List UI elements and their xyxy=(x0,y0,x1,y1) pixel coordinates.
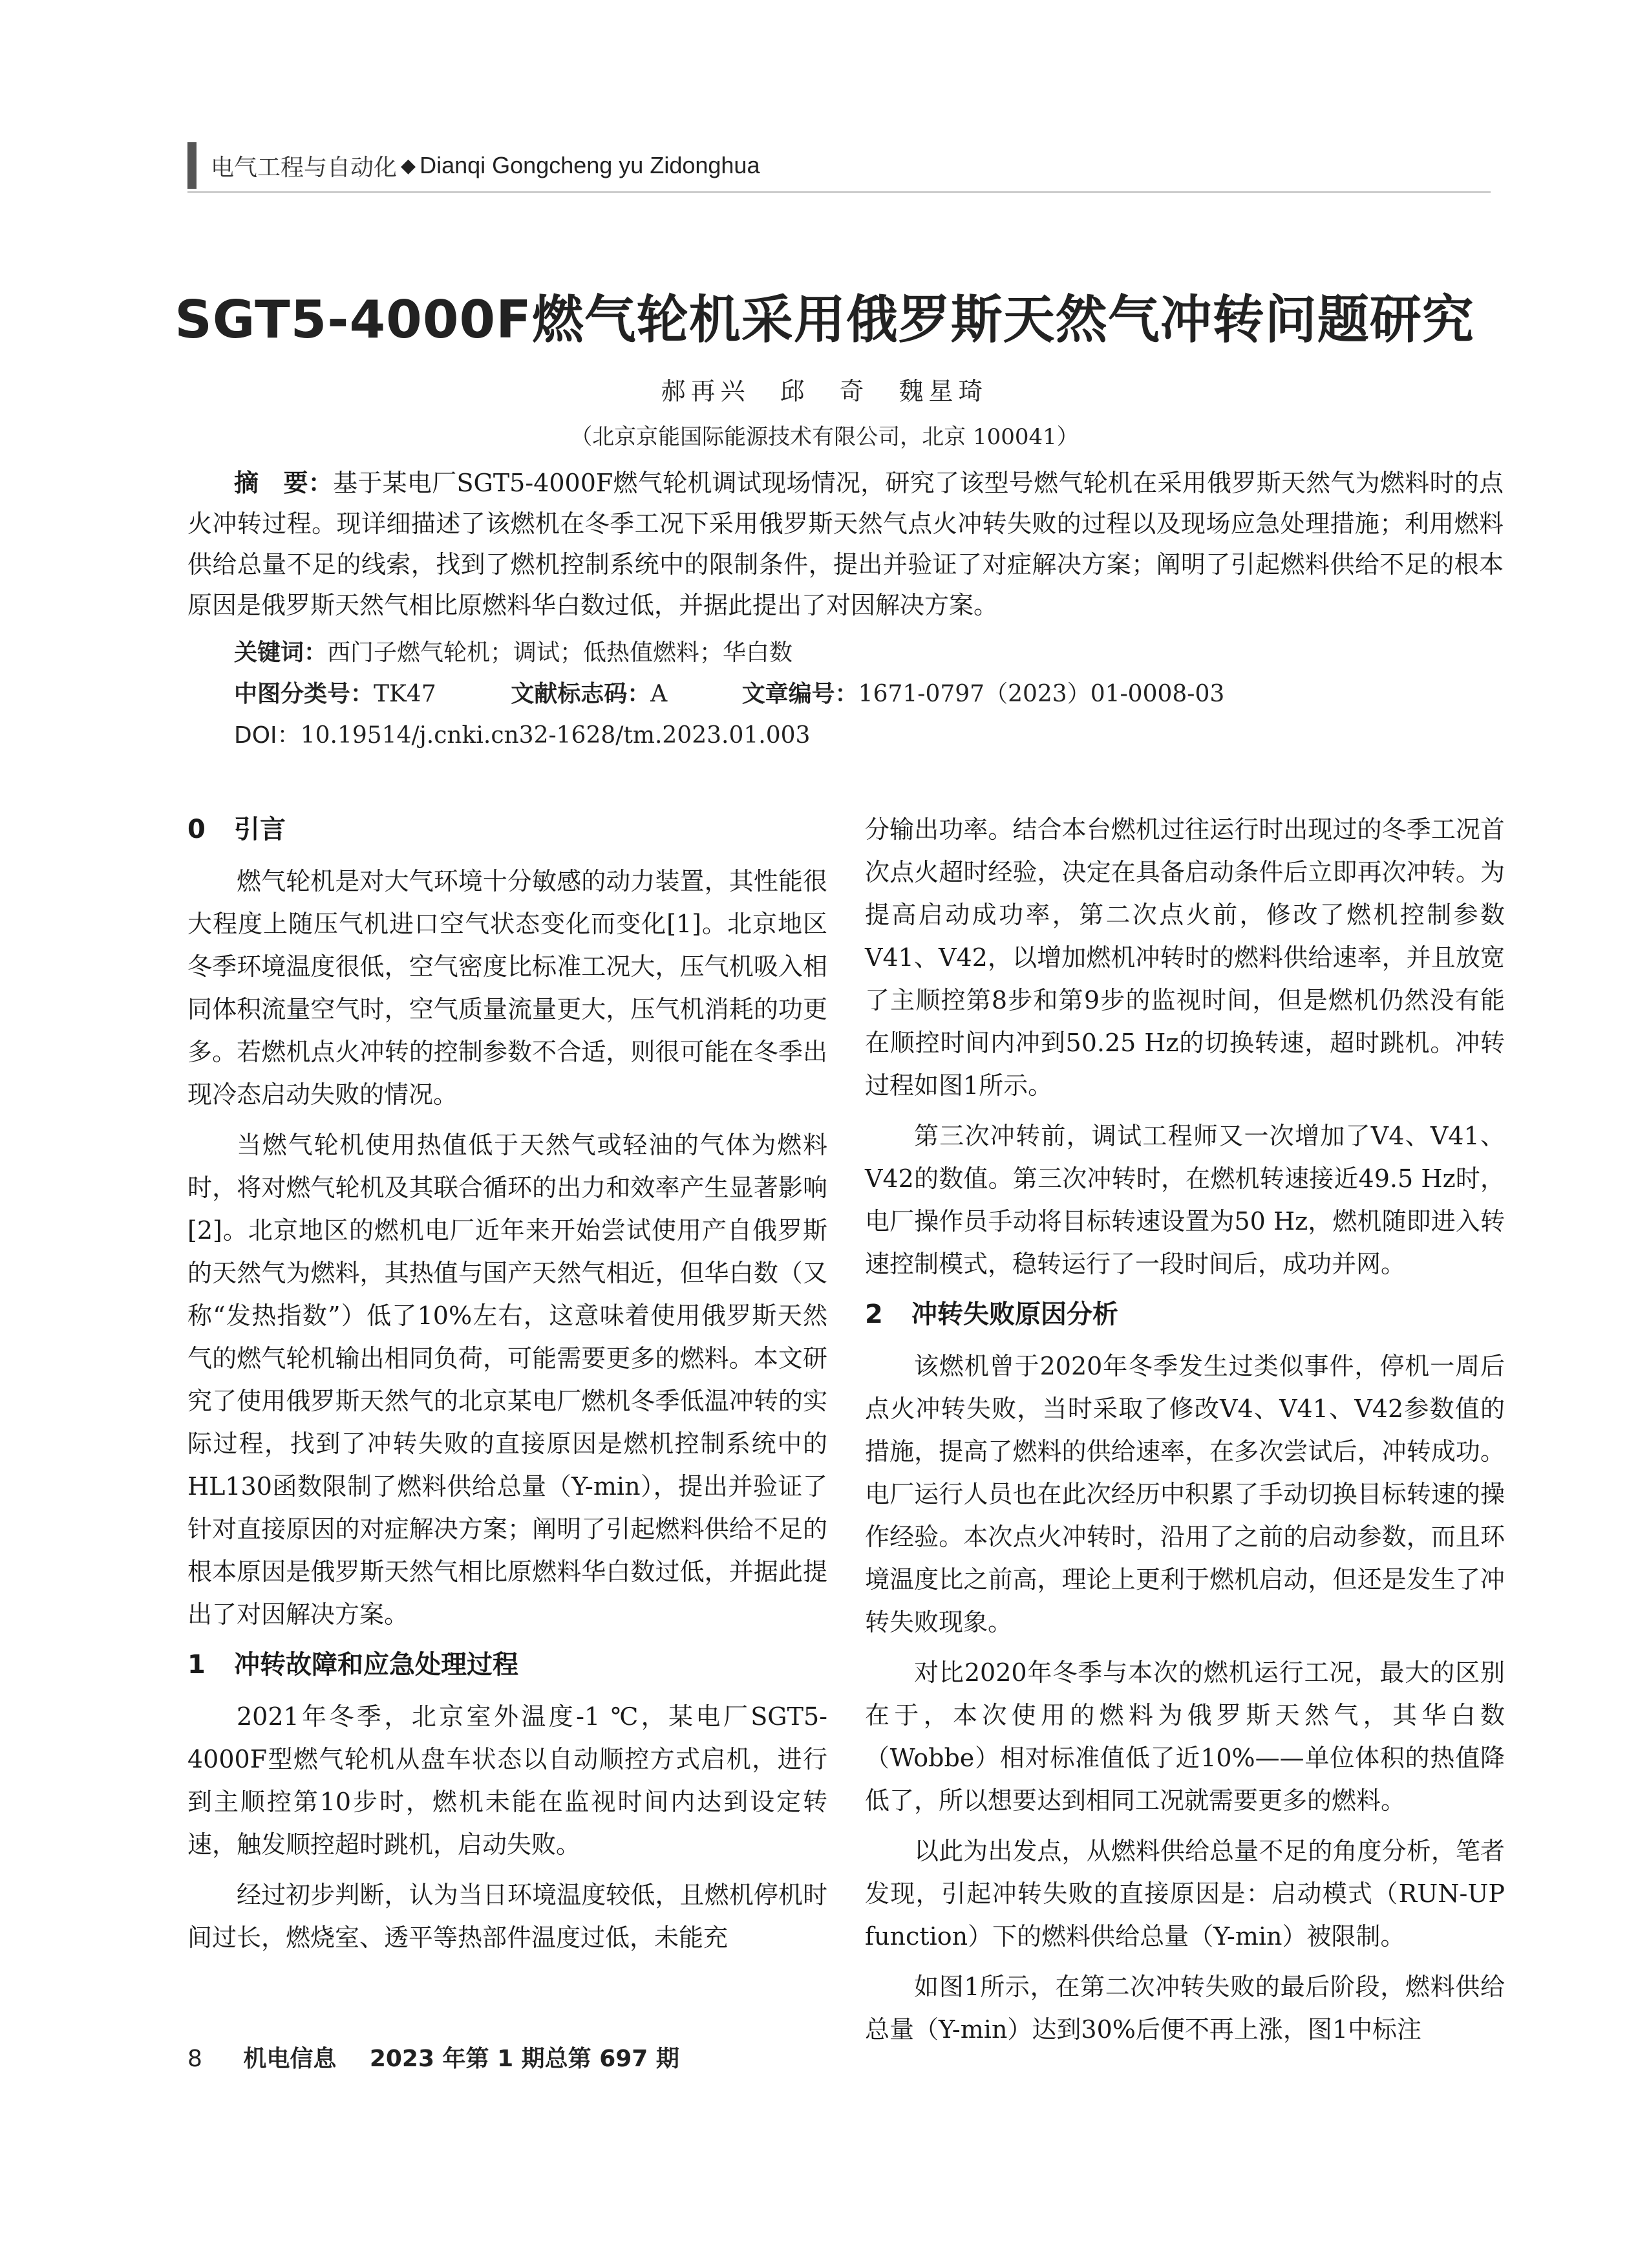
author-affiliation: （北京京能国际能源技术有限公司，北京 100041） xyxy=(570,424,1079,450)
section-0-heading: 0 引言 xyxy=(187,815,286,844)
doi-label: DOI： xyxy=(234,722,301,749)
header-divider xyxy=(187,191,1491,193)
page-number: 8 xyxy=(187,2046,202,2072)
keywords-label: 关键词： xyxy=(234,639,328,666)
doi-line xyxy=(234,717,810,750)
keywords xyxy=(234,634,793,667)
classification-line xyxy=(234,676,1292,709)
abstract-label: 摘 要： xyxy=(234,469,334,497)
article-title: SGT5-4000F燃气轮机采用俄罗斯天然气冲转问题研究 xyxy=(175,290,1474,350)
section-1-heading: 1 冲转故障和应急处理过程 xyxy=(187,1650,518,1680)
article-number-label: 文章编号： xyxy=(741,681,858,707)
abstract-text: 基于某电厂SGT5-4000F燃气轮机调试现场情况，研究了该型号燃气轮机在采用俄罗斯天然气为燃料时的点火冲转过程。现详细描述了该燃机在冬季工况下采用俄罗斯天然气点火冲转失败的过程以及现场应急处理措施；利用燃料供给总量不足的线索，找到了燃机控制系统中的限制条件，提出并验证了对症解决方案；阐明了引起燃料供给不足的根本原因是俄罗斯天然气相比原燃料华白数过低，并据此提出了对因解决方案。 xyxy=(187,469,1504,619)
doc-code-label: 文献标志码： xyxy=(511,681,651,707)
diamond-icon: ◆ xyxy=(401,154,416,177)
page-footer xyxy=(187,2040,679,2073)
left-column xyxy=(187,808,827,1967)
footer-journal-name: 机电信息 xyxy=(243,2046,337,2072)
paragraph: 该燃机曾于2020年冬季发生过类似事件，停机一周后点火冲转失败，当时采取了修改V4、V41、V42参数值的措施，提高了燃料的供给速率，在多次尝试后，冲转成功。电厂运行人员也在此次经历中积累了手动切换目标转速的操作经验。本次点火冲转时，沿用了之前的启动参数，而且环境温度比之前高，理论上更利于燃机启动，但还是发生了冲转失败现象。 xyxy=(865,1352,1505,1636)
clc-label: 中图分类号： xyxy=(234,681,374,707)
paragraph: 当燃气轮机使用热值低于天然气或轻油的气体为燃料时，将对燃气轮机及其联合循环的出力和效率产生显著影响[2]。北京地区的燃机电厂近年来开始尝试使用产自俄罗斯的天然气为燃料，其热值与国产天然气相近，但华白数（又称“发热指数”）低了10%左右，这意味着使用俄罗斯天然气的燃气轮机输出相同负荷，可能需要更多的燃料。本文研究了使用俄罗斯天然气的北京某电厂燃机冬季低温冲转的实际过程，找到了冲转失败的直接原因是燃机控制系统中的HL130函数限制了燃料供给总量（Y-min），提出并验证了针对直接原因的对症解决方案；阐明了引起燃料供给不足的根本原因是俄罗斯天然气相比原燃料华白数过低，并据此提出了对因解决方案。 xyxy=(187,1131,827,1629)
article-number-value: 1671-0797（2023）01-0008-03 xyxy=(858,681,1225,707)
paragraph: 以此为出发点，从燃料供给总量不足的角度分析，笔者发现，引起冲转失败的直接原因是：启动模式（RUN-UP function）下的燃料供给总量（Y-min）被限制。 xyxy=(865,1837,1505,1951)
doi-link[interactable]: 10.19514/j.cnki.cn32-1628/tm.2023.01.003 xyxy=(300,722,811,749)
paragraph: 燃气轮机是对大气环境十分敏感的动力装置，其性能很大程度上随压气机进口空气状态变化而变化[1]。北京地区冬季环境温度很低，空气密度比标准工况大，压气机吸入相同体积流量空气时，空气质量流量更大，压气机消耗的功更多。若燃机点火冲转的控制参数不合适，则很可能在冬季出现冷态启动失败的情况。 xyxy=(187,867,827,1109)
paragraph: 如图1所示，在第二次冲转失败的最后阶段，燃料供给总量（Y-min）达到30%后便不再上涨，图1中标注 xyxy=(865,1973,1505,2044)
keywords-text: 西门子燃气轮机；调试；低热值燃料；华白数 xyxy=(327,639,793,666)
paragraph: 第三次冲转前，调试工程师又一次增加了V4、V41、V42的数值。第三次冲转时，在燃机转速接近49.5 Hz时，电厂操作员手动将目标转速设置为50 Hz，燃机随即进入转速控制模式，稳转运行了一段时间后，成功并网。 xyxy=(865,1122,1505,1278)
article-authors: 郝再兴 邱 奇 魏星琦 xyxy=(661,377,988,405)
running-header xyxy=(187,142,760,189)
paragraph: 对比2020年冬季与本次的燃机运行工况，最大的区别在于，本次使用的燃料为俄罗斯天然气，其华白数（Wobbe）相对标准值低了近10%——单位体积的热值降低了，所以想要达到相同工况就需要更多的燃料。 xyxy=(865,1658,1505,1815)
clc-value: TK47 xyxy=(374,681,436,707)
right-column xyxy=(865,808,1505,2059)
journal-name-en: Dianqi Gongcheng yu Zidonghua xyxy=(420,152,760,178)
header-bar xyxy=(187,142,197,189)
paragraph: 分输出功率。结合本台燃机过往运行时出现过的冬季工况首次点火超时经验，决定在具备启动条件后立即再次冲转。为提高启动成功率，第二次点火前，修改了燃机控制参数V41、V42，以增加燃机冲转时的燃料供给速率，并且放宽了主顺控第8步和第9步的监视时间，但是燃机仍然没有能在顺控时间内冲到50.25 Hz的切换转速，超时跳机。冲转过程如图1所示。 xyxy=(865,815,1505,1100)
section-2-heading: 2 冲转失败原因分析 xyxy=(865,1300,1118,1329)
paragraph: 2021年冬季，北京室外温度-1 ℃，某电厂SGT5-4000F型燃气轮机从盘车状态以自动顺控方式启机，进行到主顺控第10步时，燃机未能在监视时间内达到设定转速，触发顺控超时跳机，启动失败。 xyxy=(187,1702,827,1859)
paragraph: 经过初步判断，认为当日环境温度较低，且燃机停机时间过长，燃烧室、透平等热部件温度过低，未能充 xyxy=(187,1881,827,1952)
abstract xyxy=(187,463,1504,626)
journal-name-cn: 电气工程与自动化 xyxy=(211,154,398,181)
footer-issue: 2023 年第 1 期总第 697 期 xyxy=(369,2046,679,2072)
doc-code-value: A xyxy=(650,681,668,707)
